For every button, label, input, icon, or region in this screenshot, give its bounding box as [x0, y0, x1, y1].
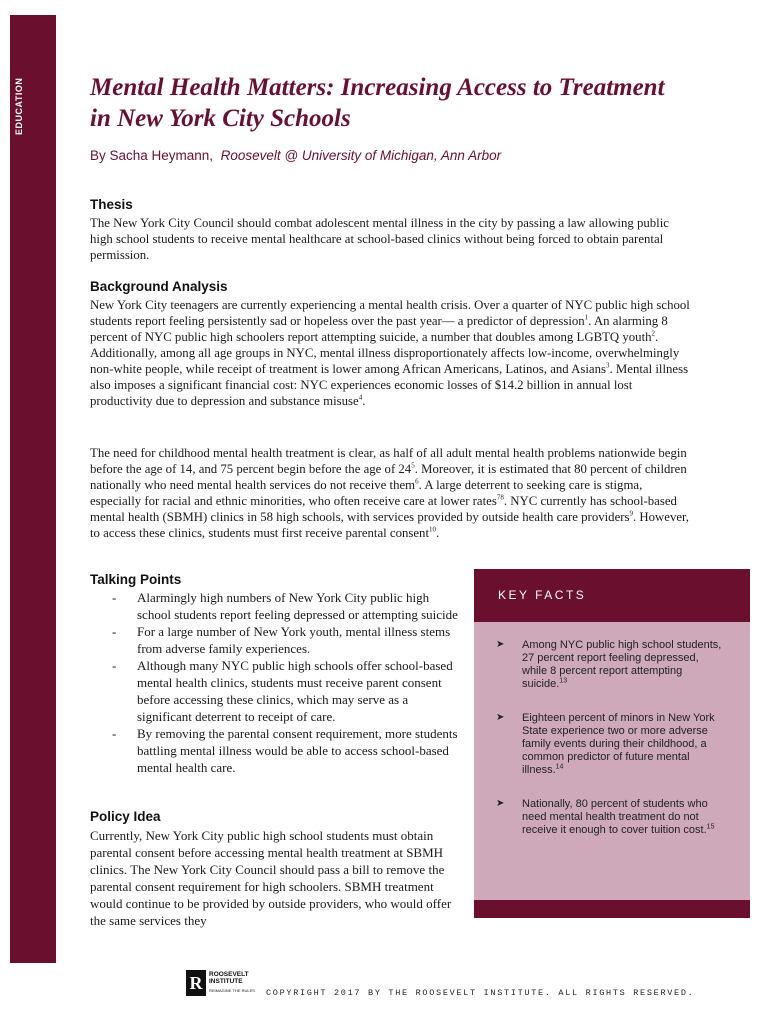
affiliation: Roosevelt @ University of Michigan, Ann Arbor	[220, 148, 502, 163]
key-fact-item: ➤ Among NYC public high school students, 27 percent report feeling depressed, while 8 percent report attempting suicide.$^{13}$	[496, 639, 722, 690]
list-item: - By removing the parental consent requirement, more students battling mental illness would be able to access school-based mental health care.	[112, 726, 458, 775]
key-fact-item: ➤ Eighteen percent of minors in New York State experience two or more adverse family events during their childhood, a common predictor of future mental illness.$^{14}$	[496, 712, 715, 776]
logo-text: ROOSEVELT INSTITUTE	[209, 971, 249, 985]
policy-heading: Policy Idea	[90, 809, 161, 824]
talking-points-list	[90, 589, 465, 776]
section-label: EDUCATION	[14, 77, 24, 135]
key-facts-title: KEY FACTS	[498, 588, 587, 602]
logo-tagline: REIMAGINE THE RULES	[209, 988, 255, 993]
background-paragraph-1: New York City teenagers are currently experiencing a mental health crisis. Over a quarter of NYC public high school students report feeling persistently sad or hopeless over the past year— a predictor of depression$^1$. An alarming 8 percent of NYC public high schoolers report attempting suicide, a number that doubles among LGBTQ youth$^2$. Additionally, among all age groups in NYC, mental illness disproportionately affects low-income, overwhelmingly non-white people, while receipt of treatment is lower among African Americans, Latinos, and Asians$^3$. Mental illness also imposes a significant financial cost: NYC experiences economic losses of $14.2 billion in annual lost productivity due to depression and substance misuse$^4$.	[90, 298, 690, 408]
thesis-heading: Thesis	[90, 197, 133, 212]
side-band	[10, 15, 56, 963]
page-title: Mental Health Matters: Increasing Access to Treatment in New York City Schools	[90, 74, 665, 132]
list-item: - Alarmingly high numbers of New York City public high school students report feeling depressed or attempting suicide	[112, 590, 458, 622]
key-facts-footer-bar	[474, 900, 750, 918]
copyright: COPYRIGHT 2017 BY THE ROOSEVELT INSTITUTE. ALL RIGHTS RESERVED.	[266, 988, 695, 998]
arrow-bullet-icon: ➤	[496, 798, 505, 809]
roosevelt-logo	[186, 970, 256, 996]
background-paragraph-2: The need for childhood mental health treatment is clear, as half of all adult mental health problems nationwide begin before the age of 14, and 75 percent begin before the age of $24^5$. Moreover, it is estimated that 80 percent of children nationally who need mental health services do not receive them$^6$. A large deterrent to seeking care is stigma, especially for racial and ethnic minorities, who often receive care at lower rates$^{78}$. NYC currently has school-based mental health (SBMH) clinics in 58 high schools, with services provided by outside health care providers$^9$. However, to access these clinics, students must first receive parental consent$^{10}$.	[90, 446, 689, 540]
key-facts-header	[474, 569, 750, 622]
arrow-bullet-icon: ➤	[496, 712, 505, 723]
list-item: - Although many NYC public high schools offer school-based mental health clinics, students must receive parent consent before accessing these clinics, which may serve as a significant deterrent to receipt of care.	[112, 658, 453, 724]
talking-points-heading: Talking Points	[90, 572, 182, 587]
key-fact-item: ➤ Nationally, 80 percent of students who need mental health treatment do not receive it enough to cover tuition cost.$^{15}$	[496, 798, 715, 836]
policy-text: Currently, New York City public high school students must obtain parental consent before accessing mental health treatment at SBMH clinics. The New York City Council should pass a bill to remove the parental consent requirement for high schoolers. SBMH treatment would continue to be provided by outside providers, who would offer the same services they	[90, 828, 452, 928]
author: By Sacha Heymann,	[90, 148, 214, 163]
background-heading: Background Analysis	[90, 279, 228, 294]
key-facts-box	[474, 622, 750, 900]
byline	[90, 148, 501, 163]
arrow-bullet-icon: ➤	[496, 639, 505, 650]
thesis-text: The New York City Council should combat adolescent mental illness in the city by passing a law allowing public high school students to receive mental healthcare at school-based clinics without being forced to obtain parental permission.	[90, 216, 669, 262]
logo-mark-icon: R	[186, 970, 206, 996]
list-item: - For a large number of New York youth, mental illness stems from adverse family experiences.	[112, 624, 451, 656]
